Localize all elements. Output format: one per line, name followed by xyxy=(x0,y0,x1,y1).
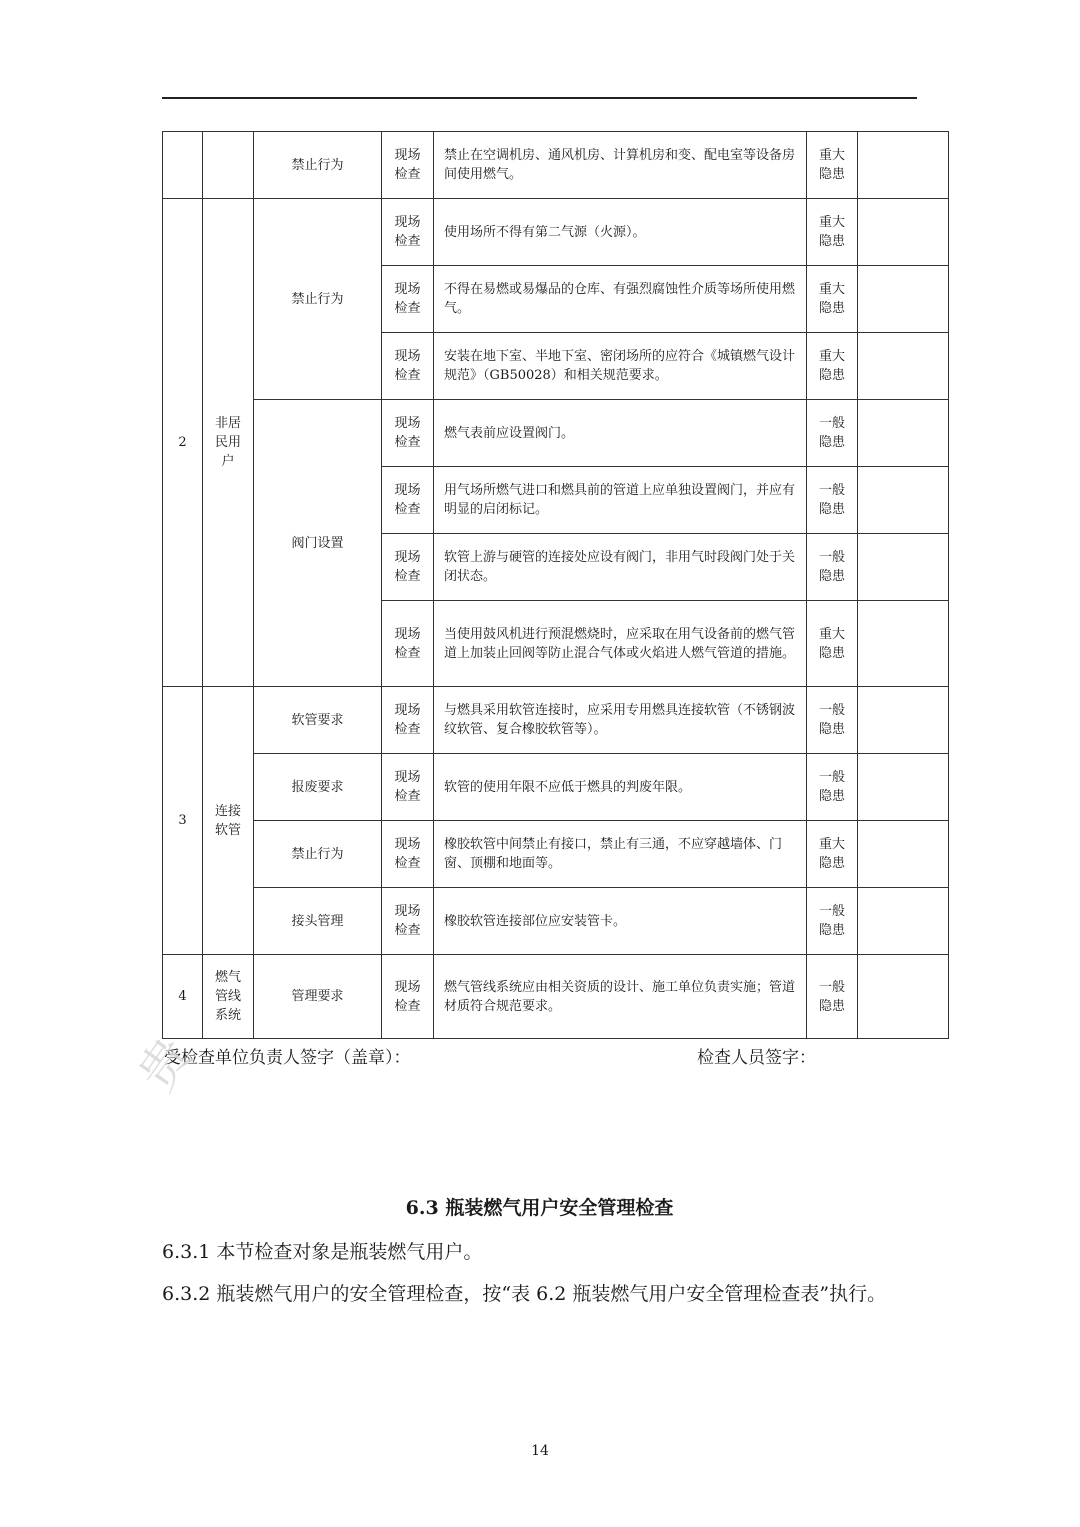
page-number: 14 xyxy=(531,1443,549,1459)
table-row xyxy=(163,754,949,821)
requirement-cell: 用气场所燃气进口和燃具前的管道上应单独设置阀门，并应有明显的启闭标记。 xyxy=(434,467,807,534)
method-cell: 现场 检查 xyxy=(382,333,434,400)
item-cell: 报废要求 xyxy=(254,754,382,821)
method-cell: 现场 检查 xyxy=(382,821,434,888)
method-cell: 现场 检查 xyxy=(382,266,434,333)
requirement-cell: 不得在易燃或易爆品的仓库、有强烈腐蚀性介质等场所使用燃气。 xyxy=(434,266,807,333)
item-cell: 禁止行为 xyxy=(254,132,382,199)
item-cell: 禁止行为 xyxy=(254,199,382,400)
note-cell xyxy=(858,955,949,1039)
level-cell: 一般 隐患 xyxy=(807,955,858,1039)
method-cell: 现场 检查 xyxy=(382,534,434,601)
item-cell: 禁止行为 xyxy=(254,821,382,888)
table-row xyxy=(163,821,949,888)
table-row xyxy=(163,687,949,754)
method-cell: 现场 检查 xyxy=(382,467,434,534)
paragraph: 6.3.1 本节检查对象是瓶装燃气用户。 xyxy=(162,1241,483,1263)
table-row xyxy=(163,888,949,955)
row-number: 2 xyxy=(163,199,203,687)
category-cell xyxy=(203,132,254,199)
table-row xyxy=(163,400,949,467)
table-row xyxy=(163,132,949,199)
category-cell: 非居 民用 户 xyxy=(203,199,254,687)
inspection-table xyxy=(162,131,949,1039)
method-cell: 现场 检查 xyxy=(382,754,434,821)
note-cell xyxy=(858,687,949,754)
note-cell xyxy=(858,400,949,467)
inspected-unit-signature-label: 受检查单位负责人签字（盖章）： xyxy=(164,1048,411,1068)
note-cell xyxy=(858,333,949,400)
note-cell xyxy=(858,266,949,333)
requirement-cell: 当使用鼓风机进行预混燃烧时，应采取在用气设备前的燃气管道上加装止回阀等防止混合气体或火焰进人燃气管道的措施。 xyxy=(434,601,807,687)
row-number: 4 xyxy=(163,955,203,1039)
level-cell: 一般 隐患 xyxy=(807,400,858,467)
requirement-cell: 软管上游与硬管的连接处应设有阀门，非用气时段阀门处于关闭状态。 xyxy=(434,534,807,601)
note-cell xyxy=(858,821,949,888)
level-cell: 重大 隐患 xyxy=(807,132,858,199)
item-cell: 接头管理 xyxy=(254,888,382,955)
table-row xyxy=(163,199,949,266)
category-cell: 燃气 管线 系统 xyxy=(203,955,254,1039)
level-cell: 重大 隐患 xyxy=(807,266,858,333)
method-cell: 现场 检查 xyxy=(382,400,434,467)
level-cell: 一般 隐患 xyxy=(807,534,858,601)
level-cell: 重大 隐患 xyxy=(807,199,858,266)
item-cell: 软管要求 xyxy=(254,687,382,754)
inspector-signature-label: 检查人员签字： xyxy=(697,1048,816,1068)
note-cell xyxy=(858,467,949,534)
note-cell xyxy=(858,534,949,601)
requirement-cell: 橡胶软管连接部位应安装管卡。 xyxy=(434,888,807,955)
note-cell xyxy=(858,199,949,266)
method-cell: 现场 检查 xyxy=(382,955,434,1039)
row-number xyxy=(163,132,203,199)
requirement-cell: 软管的使用年限不应低于燃具的判废年限。 xyxy=(434,754,807,821)
section-title: 6.3 瓶装燃气用户安全管理检查 xyxy=(405,1197,674,1219)
method-cell: 现场 检查 xyxy=(382,888,434,955)
note-cell xyxy=(858,601,949,687)
level-cell: 一般 隐患 xyxy=(807,754,858,821)
requirement-cell: 使用场所不得有第二气源（火源）。 xyxy=(434,199,807,266)
watermark: 贵 xyxy=(127,1027,204,1102)
category-cell: 连接 软管 xyxy=(203,687,254,955)
note-cell xyxy=(858,754,949,821)
row-number: 3 xyxy=(163,687,203,955)
level-cell: 重大 隐患 xyxy=(807,333,858,400)
requirement-cell: 橡胶软管中间禁止有接口，禁止有三通，不应穿越墙体、门窗、顶棚和地面等。 xyxy=(434,821,807,888)
table-row xyxy=(163,955,949,1039)
note-cell xyxy=(858,888,949,955)
requirement-cell: 与燃具采用软管连接时，应采用专用燃具连接软管（不锈钢波纹软管、复合橡胶软管等）。 xyxy=(434,687,807,754)
level-cell: 重大 隐患 xyxy=(807,601,858,687)
item-cell: 管理要求 xyxy=(254,955,382,1039)
item-cell: 阀门设置 xyxy=(254,400,382,687)
method-cell: 现场 检查 xyxy=(382,199,434,266)
requirement-cell: 安装在地下室、半地下室、密闭场所的应符合《城镇燃气设计规范》（GB50028）和相关规范要求。 xyxy=(434,333,807,400)
level-cell: 一般 隐患 xyxy=(807,888,858,955)
method-cell: 现场 检查 xyxy=(382,132,434,199)
level-cell: 一般 隐患 xyxy=(807,467,858,534)
method-cell: 现场 检查 xyxy=(382,687,434,754)
level-cell: 一般 隐患 xyxy=(807,687,858,754)
requirement-cell: 禁止在空调机房、通风机房、计算机房和变、配电室等设备房间使用燃气。 xyxy=(434,132,807,199)
requirement-cell: 燃气管线系统应由相关资质的设计、施工单位负责实施；管道材质符合规范要求。 xyxy=(434,955,807,1039)
note-cell xyxy=(858,132,949,199)
signature-row xyxy=(162,1043,948,1068)
header-rule xyxy=(162,97,917,99)
requirement-cell: 燃气表前应设置阀门。 xyxy=(434,400,807,467)
paragraph: 6.3.2 瓶装燃气用户的安全管理检查，按“表 6.2 瓶装燃气用户安全管理检查表”执行。 xyxy=(162,1283,887,1305)
method-cell: 现场 检查 xyxy=(382,601,434,687)
level-cell: 重大 隐患 xyxy=(807,821,858,888)
